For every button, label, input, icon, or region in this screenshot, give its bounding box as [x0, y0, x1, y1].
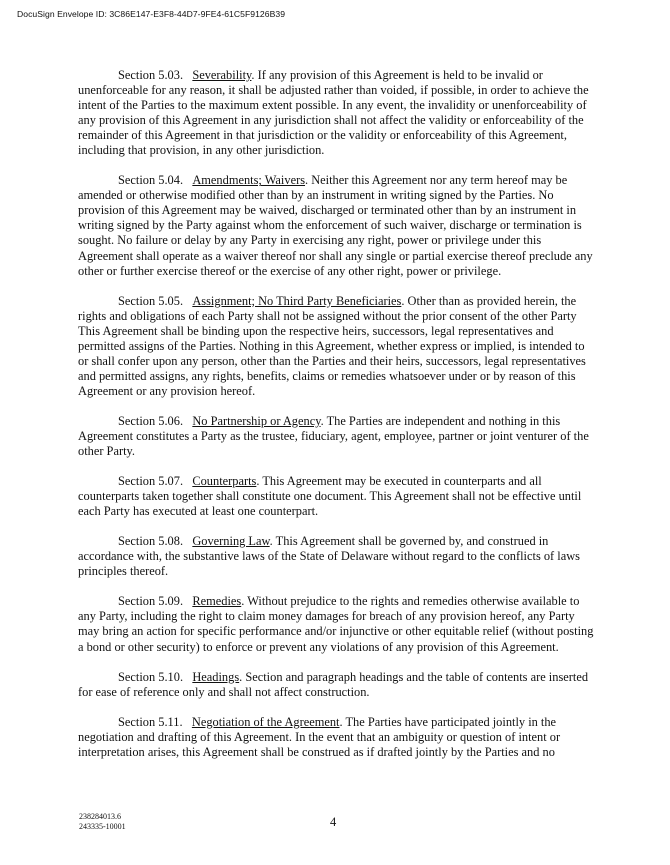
section-title: Headings [192, 669, 240, 684]
section-text: . Neither this Agreement nor any term hereof may be amended or otherwise modified other than by an instrument in writing signed by the Parties. No provision of this Agreement may be waived, discharged or terminated other than by an instrument in writing signed by the Party against whom the enforcement of such waiver, discharge or termination is sought. No failure or delay by any Party in exercising any right, power or privilege under this Agreement shall operate as a waiver thereof nor shall any single or partial exercise thereof preclude any other or further exercise thereof or the exercise of any other right, power or privilege. [78, 173, 593, 278]
section-title: No Partnership or Agency [192, 413, 321, 428]
section-5-11 [78, 715, 594, 760]
footer-doc-id-line1: 238284013.6 [79, 812, 121, 821]
footer-doc-id-line2: 243335-10001 [79, 821, 126, 831]
section-title: Amendments; Waivers [192, 173, 306, 188]
section-title: Assignment; No Third Party Beneficiaries [192, 293, 402, 308]
section-5-05 [78, 294, 594, 399]
section-number: Section 5.11. [118, 714, 183, 729]
section-number: Section 5.05. [118, 293, 184, 308]
section-title: Remedies [192, 594, 242, 609]
section-number: Section 5.03. [118, 68, 184, 82]
page-number: 4 [330, 815, 337, 829]
section-text: . Section and paragraph headings and the table of contents are inserted for ease of reference only and shall not affect construction. [78, 669, 589, 699]
section-text: . Other than as provided herein, the rights and obligations of each Party shall not be assigned without the prior consent of the other Party This Agreement shall be binding upon the respective heirs, successors, legal representatives and permitted assigns of the Parties. Nothing in this Agreement, whether express or implied, is intended to or shall confer upon any person, other than the Parties and their heirs, successors, legal representatives and permitted assigns, any rights, benefits, claims or remedies whatsoever under or by reason of this Agreement or any provision hereof. [78, 293, 586, 398]
section-title: Governing Law [192, 534, 270, 549]
section-number: Section 5.09. [118, 594, 184, 609]
section-text: . This Agreement shall be governed by, and construed in accordance with, the substantive laws of the State of Delaware without regard to the conflicts of laws principles thereof. [78, 534, 580, 579]
section-number: Section 5.07. [118, 474, 184, 489]
document-body [78, 68, 594, 775]
section-5-06 [78, 414, 594, 459]
section-5-10 [78, 670, 594, 700]
section-title: Negotiation of the Agreement [191, 714, 340, 729]
section-title: Counterparts [192, 474, 257, 489]
section-number: Section 5.04. [118, 173, 184, 188]
section-title: Severability [192, 68, 252, 82]
section-5-04 [78, 173, 594, 278]
section-number: Section 5.06. [118, 413, 184, 428]
section-text: . The Parties are independent and nothing in this Agreement constitutes a Party as the trustee, fiduciary, agent, employee, partner or joint venturer of the other Party. [78, 413, 589, 459]
section-5-03 [78, 68, 594, 158]
footer-document-id [79, 812, 126, 831]
section-5-09 [78, 594, 594, 654]
section-number: Section 5.08. [118, 534, 184, 549]
section-text: . This Agreement may be executed in counterparts and all counterparts taken together shall constitute one document. This Agreement shall not be effective until each Party has executed at least one counterpart. [78, 474, 582, 519]
section-5-08 [78, 534, 594, 579]
section-5-07 [78, 474, 594, 519]
docusign-envelope-id: DocuSign Envelope ID: 3C86E147-E3F8-44D7-9FE4-61C5F9126B39 [17, 9, 286, 19]
section-text: . Without prejudice to the rights and remedies otherwise available to any Party, including the right to claim money damages for breach of any provision hereof, any Party may bring an action for specific performance and/or injunctive or other equitable relief (without posting a bond or other security) to enforce or prevent any violations of any provision of this Agreement. [78, 594, 594, 654]
section-number: Section 5.10. [118, 669, 184, 684]
section-text: . If any provision of this Agreement is held to be invalid or unenforceable for any reason, it shall be adjusted rather than voided, if possible, in order to achieve the intent of the Parties to the maximum extent possible. In any event, the invalidity or unenforceability of any provision of this Agreement in any jurisdiction shall not affect the validity or enforceability of the remainder of this Agreement in that jurisdiction or the validity or enforceability of this Agreement, including that provision, in any other jurisdiction. [78, 68, 589, 158]
section-text: . The Parties have participated jointly in the negotiation and drafting of this Agreement. In the event that an ambiguity or question of intent or interpretation arises, this Agreement shall be construed as if drafted jointly by the Parties and no [78, 714, 561, 759]
